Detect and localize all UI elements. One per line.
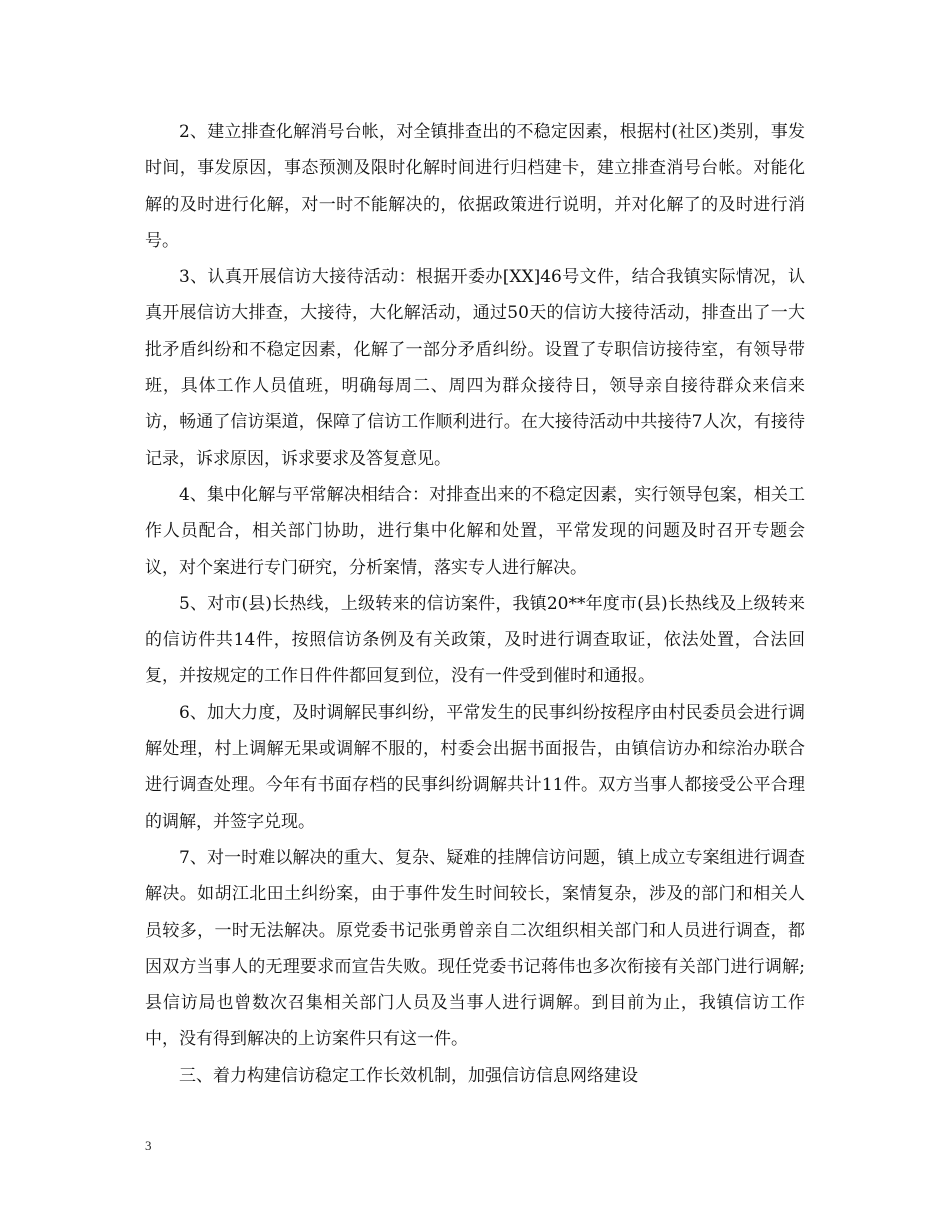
paragraph-6-civil-disputes: 6、加大力度，及时调解民事纠纷，平常发生的民事纠纷按程序由村民委员会进行调解处理，村上调解无果或调解不服的，村委会出据书面报告，由镇信访办和综治办联合进行调查处理。今年有书面存档的民事纠纷调解共计11件。双方当事人都接受公平合理的调解，并签字兑现。 [145, 702, 805, 832]
page-number: 3 [145, 1138, 152, 1153]
paragraph-5-hotline: 5、对市(县)长热线，上级转来的信访案件，我镇20**年度市(县)长热线及上级转来的信访件共14件，按照信访条例及有关政策，及时进行调查取证，依法处置，合法回复，并按规定的工作日件件都回复到位，没有一件受到催时和通报。 [145, 593, 805, 687]
paragraph-2-ledger: 2、建立排查化解消号台帐，对全镇排查出的不稳定因素，根据村(社区)类别，事发时间，事发原因，事态预测及限时化解时间进行归档建卡，建立排查消号台帐。对能化解的及时进行化解，对一时不能解决的，依据政策进行说明，并对化解了的及时进行消号。 [145, 122, 805, 251]
paragraph-3-reception: 3、认真开展信访大接待活动：根据开委办[XX]46号文件，结合我镇实际情况，认真开展信访大排查，大接待，大化解活动，通过50天的信访大接待活动，排查出了一大批矛盾纠纷和不稳定因素，化解了一部分矛盾纠纷。设置了专职信访接待室，有领导带班，具体工作人员值班，明确每周二、周四为群众接待日，领导亲自接待群众来信来访，畅通了信访渠道，保障了信访工作顺利进行。在大接待活动中共接待7人次，有接待记录，诉求原因，诉求要求及答复意见。 [145, 267, 805, 469]
paragraph-7-difficult-cases: 7、对一时难以解决的重大、复杂、疑难的挂牌信访问题，镇上成立专案组进行调查解决。如胡江北田土纠纷案，由于事件发生时间较长，案情复杂，涉及的部门和相关人员较多，一时无法解决。原党委书记张勇曾亲自二次组织相关部门和人员进行调查，都因双方当事人的无理要求而宣告失败。现任党委书记蒋伟也多次衔接有关部门进行调解;县信访局也曾数次召集相关部门人员及当事人进行调解。到目前为止，我镇信访工作中，没有得到解决的上访案件只有这一件。 [145, 847, 805, 1050]
document-body [145, 114, 805, 1094]
section-heading-three: 三、着力构建信访稳定工作长效机制，加强信访信息网络建设 [179, 1065, 638, 1086]
paragraph-4-centralized-resolution: 4、集中化解与平常解决相结合：对排查出来的不稳定因素，实行领导包案，相关工作人员配合，相关部门协助，进行集中化解和处置，平常发现的问题及时召开专题会议，对个案进行专门研究，分析案情，落实专人进行解决。 [145, 484, 805, 578]
